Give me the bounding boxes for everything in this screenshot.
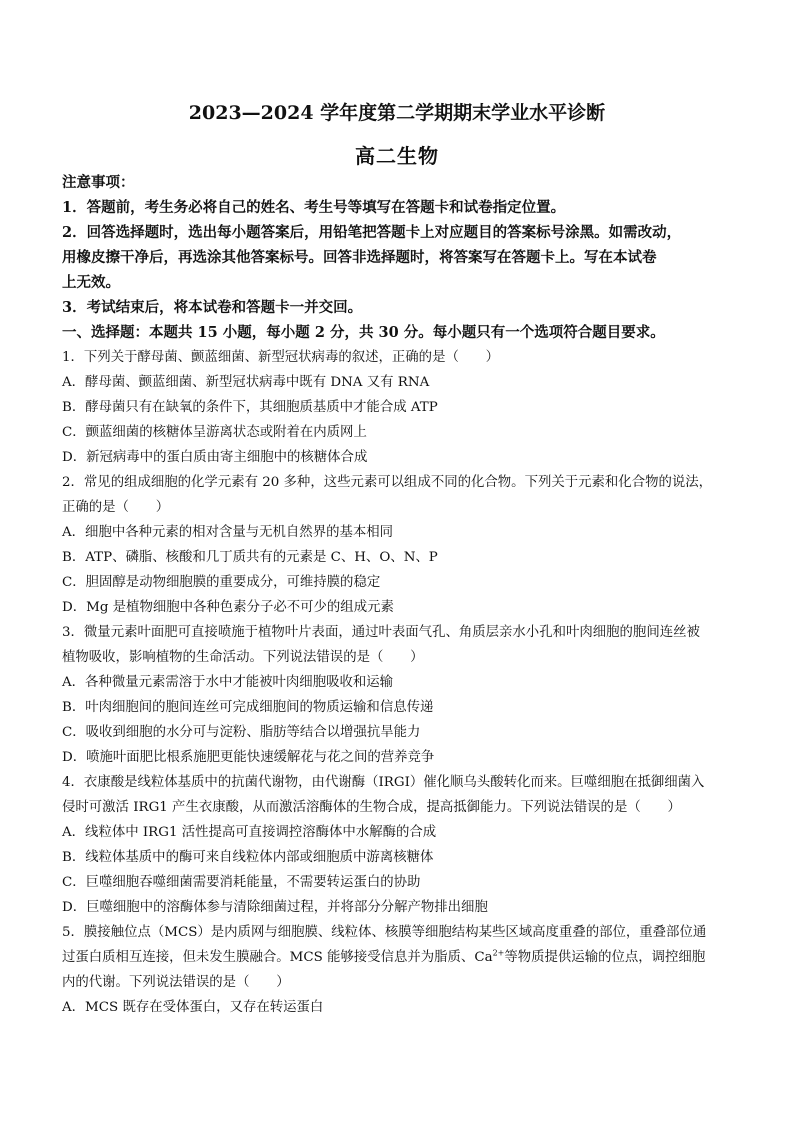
question-stem: 5．膜接触位点（MCS）是内质网与细胞膜、线粒体、核膜等细胞结构某些区域高度重叠的部位，重叠部位通 [62,925,707,940]
option-d: D．Mg 是植物细胞中各种色素分子必不可少的组成元素 [62,600,394,615]
option-d: D．喷施叶面肥比根系施肥更能快速缓解花与花之间的营养竞争 [62,750,435,765]
option-a: A．各种微量元素需溶于水中才能被叶肉细胞吸收和运输 [62,675,394,690]
question-stem-cont: 植物吸收，影响植物的生命活动。下列说法错误的是（ ） [62,650,424,665]
notice-item: 2．回答选择题时，选出每小题答案后，用铅笔把答题卡上对应题目的答案标号涂黑。如需改动， [62,224,682,241]
notice-item: 3．考试结束后，将本试卷和答题卡一并交回。 [62,299,363,316]
option-a: A．细胞中各种元素的相对含量与无机自然界的基本相同 [62,525,394,540]
notice-item: 用橡皮擦干净后，再选涂其他答案标号。回答非选择题时，将答案写在答题卡上。写在本试卷 [62,249,657,266]
stem-text-tail: 等物质提供运输的位点，调控细胞 [504,950,706,965]
notice-item: 1．答题前，考生务必将自己的姓名、考生号等填写在答题卡和试卷指定位置。 [62,199,566,216]
option-c: C．巨噬细胞吞噬细菌需要消耗能量，不需要转运蛋白的协助 [62,875,421,890]
option-c: C．颤蓝细菌的核糖体呈游离状态或附着在内质网上 [62,425,367,440]
section-heading: 一、选择题：本题共 15 小题，每小题 2 分，共 30 分。每小题只有一个选项符合题目要求。 [62,324,665,341]
option-c: C．吸收到细胞的水分可与淀粉、脂肪等结合以增强抗旱能力 [62,725,421,740]
option-d: D．巨噬细胞中的溶酶体参与清除细菌过程，并将部分分解产物排出细胞 [62,900,488,915]
question-stem-cont [62,947,705,969]
question-stem: 3．微量元素叶面肥可直接喷施于植物叶片表面，通过叶表面气孔、角质层亲水小孔和叶肉细胞的胞间连丝被 [62,625,700,640]
option-b: B．线粒体基质中的酶可来自线粒体内部或细胞质中游离核糖体 [62,850,434,865]
option-a: A．酵母菌、颤蓝细菌、新型冠状病毒中既有 DNA 又有 RNA [62,375,430,390]
option-b: B．ATP、磷脂、核酸和几丁质共有的元素是 C、H、O、N、P [62,550,438,565]
question-stem: 4．衣康酸是线粒体基质中的抗菌代谢物，由代谢酶（IRGI）催化顺乌头酸转化而来。巨噬细胞在抵御细菌入 [62,775,705,790]
question-stem-cont: 内的代谢。下列说法错误的是（ ） [62,975,290,990]
stem-text: 过蛋白质相互连接，但未发生膜融合。MCS 能够接受信息并为脂质、Ca [62,950,493,965]
calcium-charge: 2+ [492,948,505,958]
notice-item: 上无效。 [62,274,120,291]
exam-title: 2023—2024 学年度第二学期期末学业水平诊断 [188,102,606,124]
option-c: C．胆固醇是动物细胞膜的重要成分，可维持膜的稳定 [62,575,381,590]
question-stem-cont: 侵时可激活 IRG1 产生衣康酸，从而激活溶酶体的生物合成，提高抵御能力。下列说法错误的是（ ） [62,800,681,815]
option-a: A．MCS 既存在受体蛋白，又存在转运蛋白 [62,1000,324,1015]
exam-subject: 高二生物 [355,144,439,168]
question-stem: 2．常见的组成细胞的化学元素有 20 多种，这些元素可以组成不同的化合物。下列关于元素和化合物的说法， [62,475,713,490]
notice-heading: 注意事项： [62,174,135,191]
option-b: B．酵母菌只有在缺氧的条件下，其细胞质基质中才能合成 ATP [62,400,438,415]
question-stem: 1．下列关于酵母菌、颤蓝细菌、新型冠状病毒的叙述，正确的是（ ） [62,350,500,365]
question-stem-cont: 正确的是（ ） [62,500,170,515]
option-a: A．线粒体中 IRG1 活性提高可直接调控溶酶体中水解酶的合成 [62,825,437,840]
option-d: D．新冠病毒中的蛋白质由寄主细胞中的核糖体合成 [62,450,368,465]
option-b: B．叶肉细胞间的胞间连丝可完成细胞间的物质运输和信息传递 [62,700,434,715]
